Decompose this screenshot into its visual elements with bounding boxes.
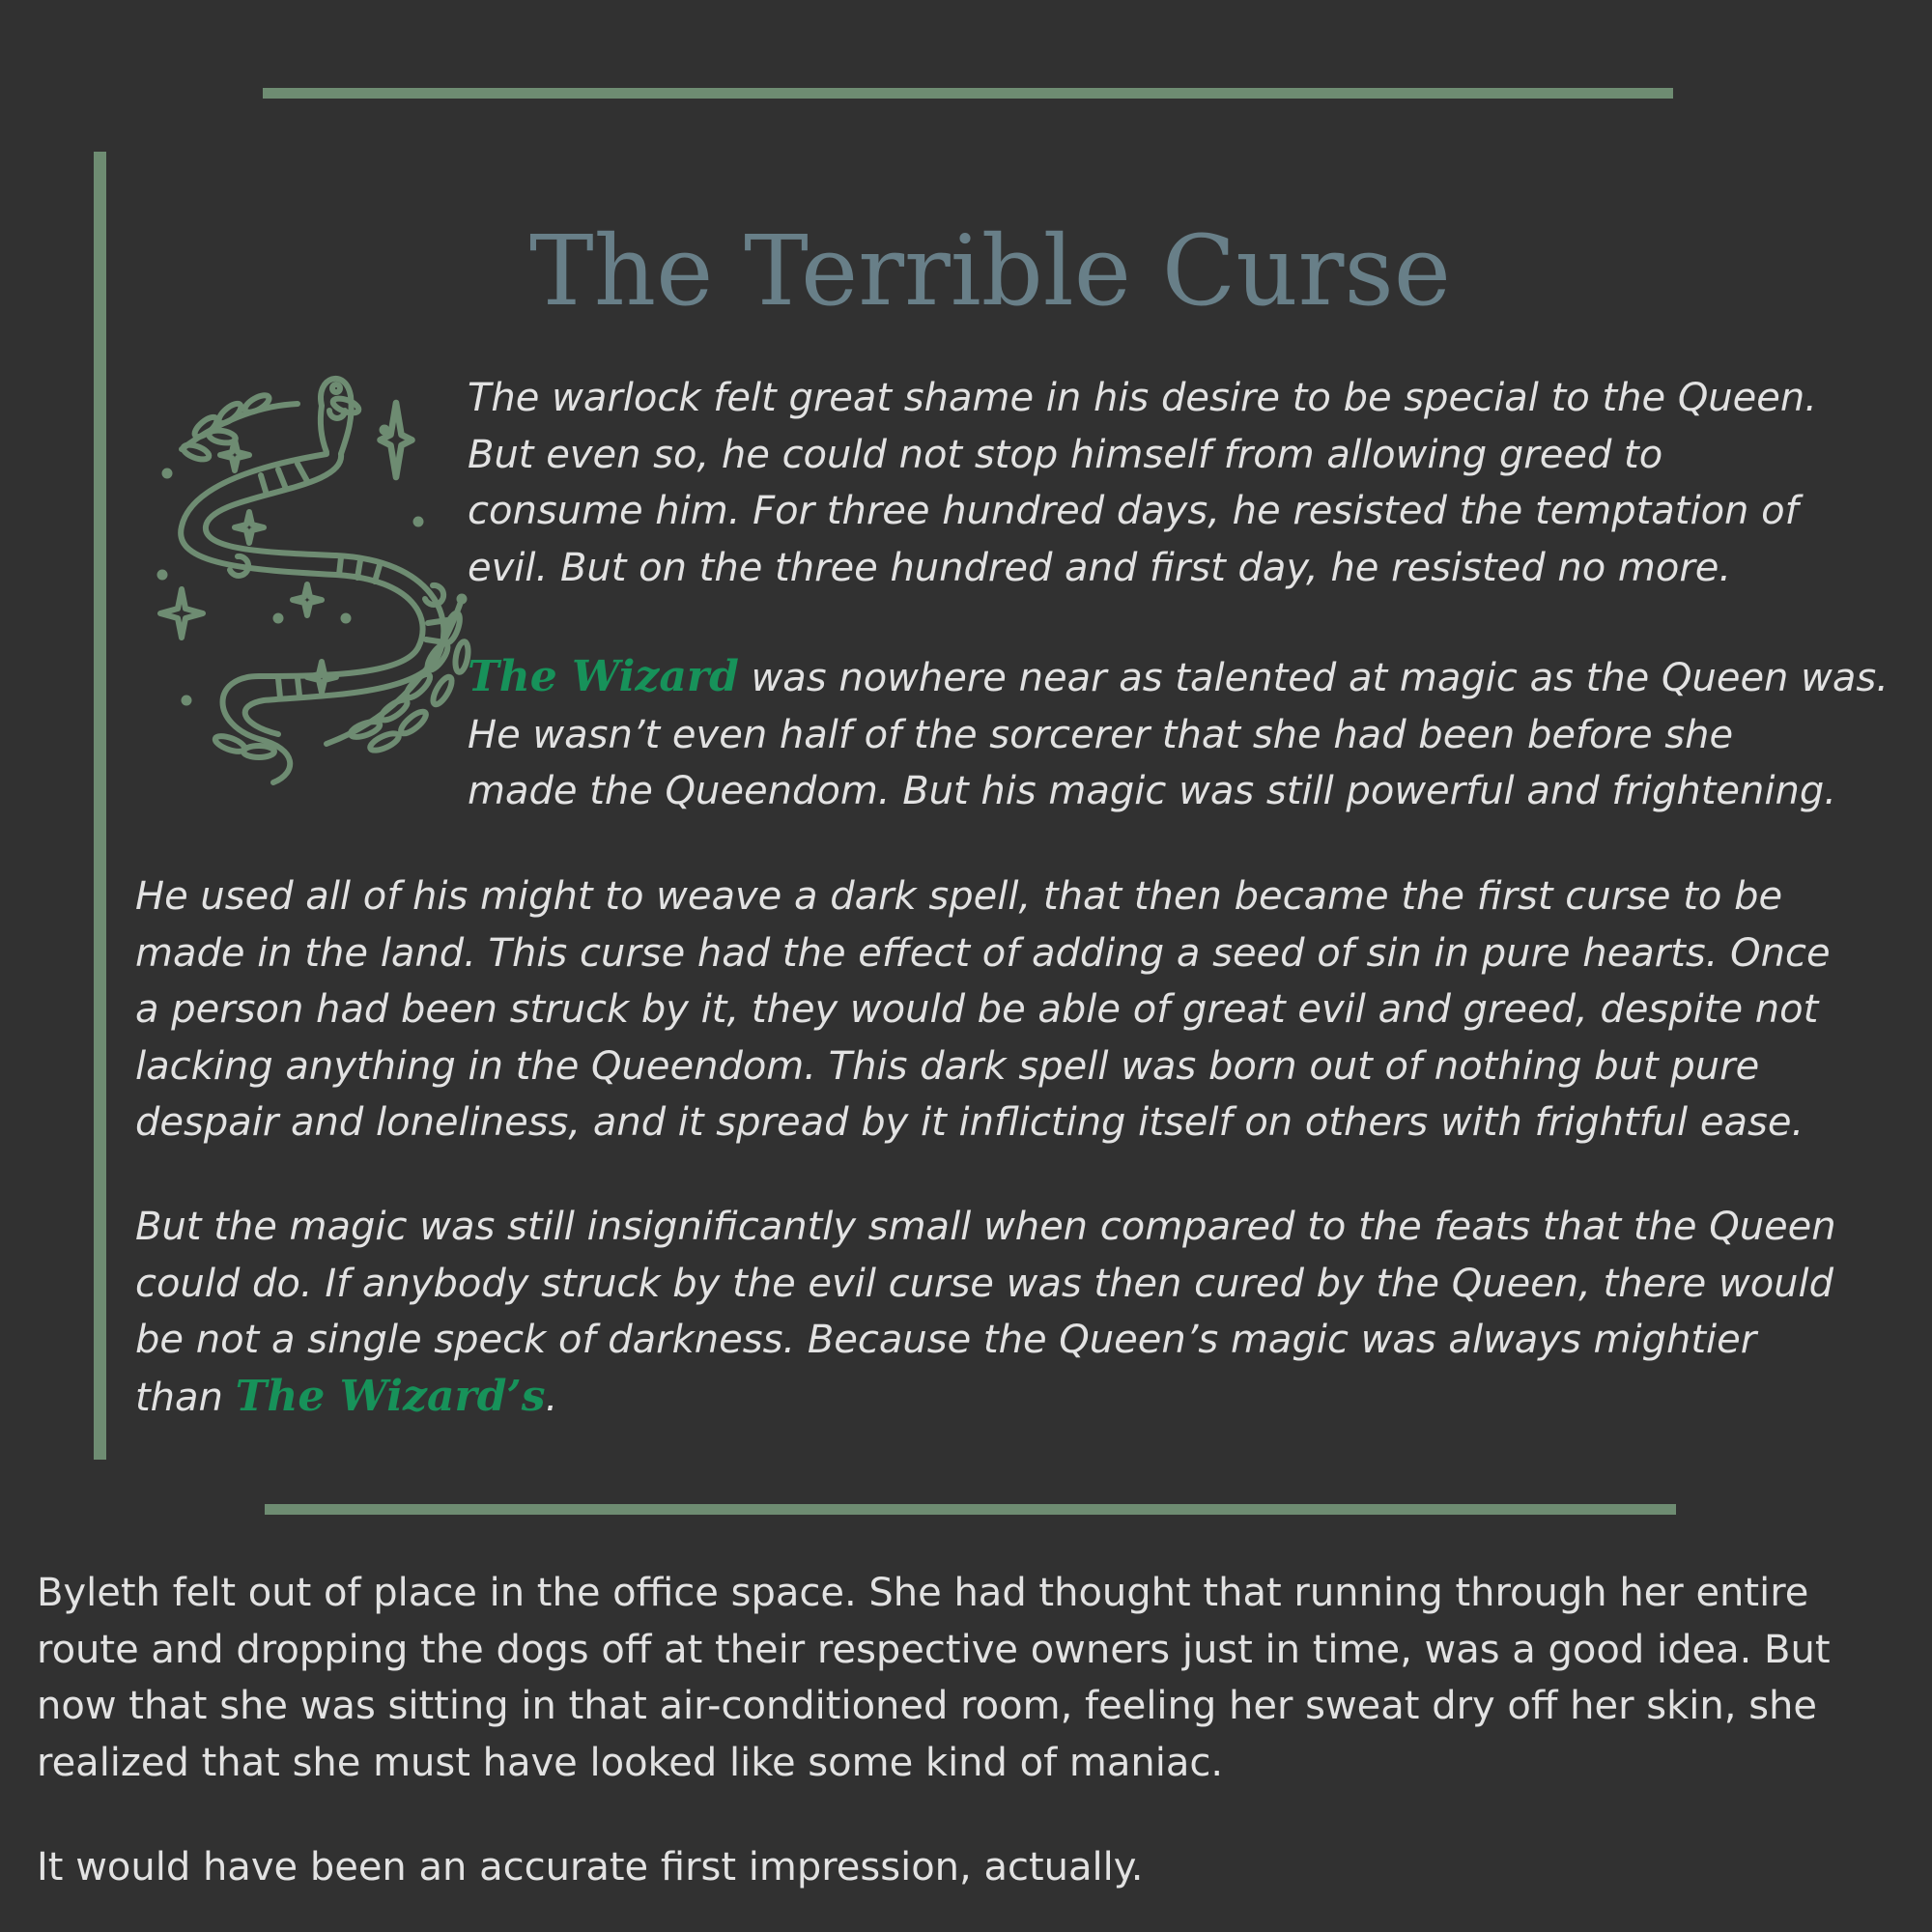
text-fragment: was nowhere near as talented at magic as the Queen was.: [738, 656, 1889, 700]
text-line: The warlock felt great shame in his desire to be special to the Queen.: [468, 376, 1817, 420]
excerpt-paragraph-4: [135, 1199, 1874, 1426]
text-line: could do. If anybody struck by the evil curse was then cured by the Queen, there would: [135, 1261, 1834, 1306]
top-divider: [263, 88, 1673, 99]
text-line: realized that she must have looked like some kind of maniac.: [37, 1740, 1224, 1785]
text-line: made in the land. This curse had the effect of adding a seed of sin in pure hearts. Once: [135, 930, 1831, 976]
text-fragment: than: [135, 1375, 236, 1420]
text-line: He wasn’t even half of the sorcerer that she had been before she: [468, 712, 1734, 757]
text-line: Byleth felt out of place in the office space. She had thought that running through her entire: [37, 1571, 1809, 1615]
snake-emblem-icon: [153, 367, 476, 787]
text-line: route and dropping the dogs off at their respective owners just in time, was a good idea. But: [37, 1627, 1831, 1672]
text-line: despair and loneliness, and it spread by it inflicting itself on others with frightful ease.: [135, 1100, 1804, 1145]
text-line: made the Queendom. But his magic was still powerful and frightening.: [468, 769, 1836, 813]
text-fragment: .: [545, 1375, 558, 1420]
text-line: now that she was sitting in that air-conditioned room, feeling her sweat dry off her skin, she: [37, 1684, 1817, 1728]
wizard-name: The Wizard: [468, 652, 739, 701]
text-line: a person had been struck by it, they would be able of great evil and greed, despite not: [135, 987, 1819, 1032]
text-line: [135, 1369, 1874, 1427]
text-line: evil. But on the three hundred and first day, he resisted no more.: [468, 545, 1732, 590]
text-line: But even so, he could not stop himself from allowing greed to: [468, 432, 1663, 477]
excerpt-paragraph-3: [135, 868, 1874, 1151]
text-line: be not a single speck of darkness. Because the Queen’s magic was always mightier: [135, 1318, 1757, 1362]
wizard-possessive: The Wizard’s: [235, 1371, 546, 1421]
excerpt-side-bar: [94, 152, 106, 1460]
narrative-paragraph-2: It would have been an accurate first impression, actually.: [37, 1845, 1144, 1889]
text-line: But the magic was still insignificantly small when compared to the feats that the Queen: [135, 1205, 1836, 1249]
bottom-divider: [265, 1504, 1676, 1515]
excerpt-title: The Terrible Curse: [529, 214, 1451, 327]
text-line: consume him. For three hundred days, he resisted the temptation of: [468, 489, 1799, 533]
excerpt-paragraph-2: [468, 649, 1889, 820]
text-line: He used all of his might to weave a dark spell, that then became the first curse to be: [135, 874, 1783, 919]
excerpt-paragraph-1: [468, 370, 1868, 596]
narrative-paragraph-1: [37, 1565, 1911, 1791]
text-line: lacking anything in the Queendom. This dark spell was born out of nothing but pure: [135, 1043, 1760, 1089]
text-line: [468, 649, 1889, 707]
